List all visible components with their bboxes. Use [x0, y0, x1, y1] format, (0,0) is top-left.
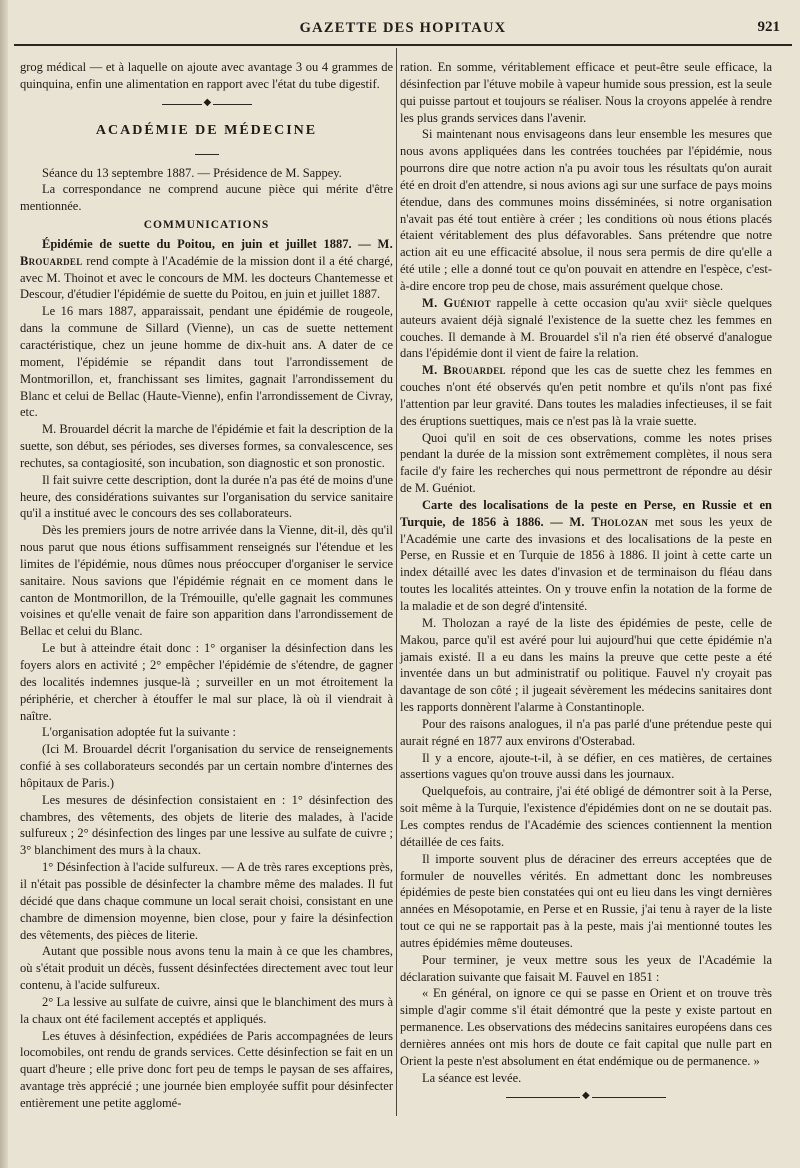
paragraph: M. Brouardel décrit la marche de l'épidémie et fait la description de la suette, son début, ses périodes, ses diverses formes, sa convalescence, ses rechutes, sa contagiosité, son incubation, son diagnostic et son pronostic.: [20, 422, 393, 470]
paragraph: 2° La lessive au sulfate de cuivre, ainsi que le blanchiment des murs à la chaux ont été facilement acceptés et appliqués.: [20, 994, 393, 1026]
speaker-brouardel: M. Brouardel: [422, 363, 506, 378]
paragraph: Le but à atteindre était donc : 1° organiser la désinfection dans les foyers alors en activité ; 2° empêcher l'épidémie de s'étendre, de gagner des localités indemnes jusque-là ; surveiller en un mot étroitement la périphérie, et chercher à étouffer le mal sur place, là où il viendrait à naître.: [20, 641, 393, 723]
peste-paragraph: [400, 497, 772, 615]
peste-title: Carte des localisations de la peste en Perse, en Russie et en Turquie, de 1856 à 1886. —: [400, 497, 772, 529]
paragraph: Quelquefois, au contraire, j'ai été obligé de démontrer soit à la Perse, soit même à la Turquie, l'existence d'épidémies dont on ne se doutait pas. Les comptes rendus de l'Académie des sciences contiennent la mention détaillée de ces faits.: [400, 784, 772, 849]
communications-heading: COMMUNICATIONS: [143, 219, 270, 232]
closing-line: La séance est levée.: [422, 1070, 522, 1085]
section-ornament: [162, 101, 252, 107]
paragraph: Si maintenant nous envisageons dans leur ensemble les mesures que nous avons appliquées dans les contrées touchées par l'épidémie, nous pourrons dire que notre action n'a pu avoir tous les résultats qu'on aurait été en droit d'en attendre, si nous avions agi sur une surface de pays moins étendue, dans des communes moins disséminées, si notre organisation n'avait pas été tout entière à créer ; les conditions où nous étions placés étaient véritablement des plus défavorables. Sans prétendre que notre action ait eu une efficacité absolue, il nous sera permis de dire qu'elle a été utile ; elle a donné tout ce qu'on pouvait en attendre en l'espèce, c'est-à-dire encore trop peu de chose, mais assurément quelque chose.: [400, 127, 772, 293]
paragraph: Il fait suivre cette description, dont la durée n'a pas été de moins d'une heure, des considérations suivantes sur l'organisation du service sanitaire qu'il a institué avec le concours des ses collaborateurs.: [20, 472, 393, 521]
left-column: [20, 59, 393, 1112]
paragraph: Les étuves à désinfection, expédiées de Paris accompagnées de leurs locomobiles, ont rendu de grands services. Cette désinfection se fait en un quart d'heure ; elle prive donc fort peu de temps le paysan de ses affaires, avantage très apprécié ; une journée bien employée suffit pour désinfecter entièrement une petite agglomé-: [20, 1028, 393, 1110]
seance-line: Séance du 13 septembre 1887. — Présidence de M. Sappey.: [42, 165, 342, 180]
heading-rule: [195, 154, 219, 155]
speaker-tholozan: M. Tholozan: [569, 514, 649, 529]
paragraph: Il importe souvent plus de déraciner des erreurs acceptées que de formuler de nouvelles vérités. En admettant donc les nombreuses épidémies de peste bien constatées qui ont eu lieu dans les vingt dernières années en Mésopotamie, en Perse et en Russie, j'ai tenu à rayer de la liste tout ce qui ne se rapportait pas à la peste, mais j'ai mentionné toutes les autres épidémies même douteuses.: [400, 851, 772, 950]
paragraph: Pour des raisons analogues, il n'a pas parlé d'une prétendue peste qui aurait régné en 1877 aux environs d'Osterabad.: [400, 716, 772, 748]
paragraph: Quoi qu'il en soit de ces observations, comme les notes prises pendant la durée de la mission sont extrêmement complètes, il nous sera facile d'y faire les recherches qui nous permettront de répondre au désir de M. Guéniot.: [400, 430, 772, 496]
correspondance-paragraph: La correspondance ne comprend aucune pièce qui mérite d'être mentionnée.: [20, 182, 393, 214]
gueniot-paragraph: [400, 295, 772, 362]
paragraph: Les mesures de désinfection consistaient en : 1° désinfection des chambres, des vêtements, des objets de literie des malades, à l'acide sulfureux ; 2° désinfection des linges par une lessive au sulfate de cuivre ; 3° blanchiment des murs à la chaux.: [20, 792, 393, 858]
suette-title: Épidémie de suette du Poitou, en juin et juillet 1887. —: [42, 236, 371, 251]
page-number: 921: [757, 19, 780, 35]
journal-title: GAZETTE DES HOPITAUX: [299, 20, 507, 36]
peste-text: met sous les yeux de l'Académie une carte des invasions et des localisations de la peste en Perse, en Russie et en Turquie de 1856 à 1886. Il joint à cette carte un index détaillé avec les dates d'invasion et de terminaison du fléau dans toutes les localités atteintes. On y trouve enfin la notation de la forme de la maladie et de son degré d'intensité.: [400, 514, 773, 613]
brouardel-reply-text: répond que les cas de suette chez les femmes en couches n'ont été observés qu'en petit nombre et qu'ils n'ont pas fixé l'attention par leur gravité. Dans toutes les maladies infectieuses, il se fait des éruptions suettiques, mais ce n'est pas là la vraie suette.: [400, 363, 772, 428]
paragraph: ration. En somme, véritablement efficace et peut-être seule efficace, la désinfection par l'étuve mobile à vapeur humide sous pression, est la seule qui puisse partout et toujours se réaliser. Nous la croyons appelée à rendre les plus grands services dans l'avenir.: [400, 60, 772, 125]
paragraph: Dès les premiers jours de notre arrivée dans la Vienne, dit-il, dès qu'il nous parut que nous étions suffisamment renseignés sur l'étendue et les limites de l'épidémie, nous dûmes nous préoccuper d'organiser le service sanitaire. Nous savions que l'épidémie régnait en ce moment dans le canton de Montmorillon, de la Trémouille, qu'elle gagnait les communes voisines et qu'elle venait de faire son apparition dans l'arrondissement de Bellac et celui du Blanc.: [20, 523, 393, 639]
page-binding-edge: [0, 0, 8, 1168]
page-header: [14, 10, 792, 44]
end-ornament: [506, 1094, 666, 1100]
paragraph: 1° Désinfection à l'acide sulfureux. — A de très rares exceptions près, il n'était pas possible de désinfecter la chambre même des malades. Il fut décidé que dans chaque commune un local serait choisi, consistant en une chambre de dimension moyenne, bien close, pour y faire la désinfection des vêtements, des pièces de literie.: [20, 860, 393, 942]
academie-heading: ACADÉMIE DE MÉDECINE: [95, 122, 318, 138]
speaker-brouardel: M. Brouardel: [20, 236, 393, 268]
paragraph: Autant que possible nous avons tenu la main à ce que les chambres, où s'était produit un décès, fussent désinfectées directement avec tout leur contenu, à l'acide sulfureux.: [20, 944, 393, 993]
paragraph: M. Tholozan a rayé de la liste des épidémies de peste, celle de Makou, parce qu'il est avéré pour lui aujourd'hui que cette épidémie n'a jamais existé. Il a eu dans les mains la preuve que cette peste a été inventée dans un but administratif ou politique. Fauvel n'y croyait pas davantage de son côté ; il jugeait sévèrement les médecins sanitaires dont les rapports donnèrent l'alarme à Constantinople.: [400, 615, 772, 715]
paragraph: Le 16 mars 1887, apparaissait, pendant une épidémie de rougeole, dans la commune de Sillard (Vienne), un cas de suette nettement caractéristique, chez un jeune homme de dix-huit ans. A dater de ce moment, l'épidémie se répandit dans tout l'arrondissement de Montmorillon, et, franchissant ses limites, gagnait l'arrondissement du Blanc et celui de Bellac (Haute-Vienne), enfin l'arrondissement de Civray, etc.: [20, 304, 393, 420]
paragraph: Pour terminer, je veux mettre sous les yeux de l'Académie la déclaration suivante que faisait M. Fauvel en 1851 :: [400, 952, 772, 984]
right-column: [400, 59, 772, 1100]
column-divider: [396, 48, 397, 1116]
paragraph: L'organisation adoptée fut la suivante :: [42, 725, 236, 740]
header-rule: [14, 44, 792, 46]
suette-text: rend compte à l'Académie de la mission dont il a été chargé, avec M. Thoinot et avec le concours de MM. les docteurs Chantemesse et Descour, d'étudier l'épidémie de suette du Poitou, en juin et juillet 1887.: [20, 253, 394, 302]
suette-paragraph: [20, 236, 393, 303]
brouardel-reply-paragraph: [400, 362, 772, 429]
quote-paragraph: « En général, on ignore ce qui se passe en Orient et on trouve très simple d'agir comme s'il était démontré que la peste y existe partout en permanence. Les observations des médecins sanitaires européens dans ces dernières années ont mis hors de doute ce fait capital que nulle part en Orient la peste n'est absolument en état endémique ou de permanence. »: [400, 986, 772, 1068]
paragraph: Il y a encore, ajoute-t-il, à se défier, en ces matières, de certaines assertions vagues qu'on trouve aussi dans les journaux.: [400, 750, 772, 782]
intro-paragraph: grog médical — et à laquelle on ajoute avec avantage 3 ou 4 grammes de quinquina, enfin une alimentation en rapport avec l'état du tube digestif.: [20, 60, 393, 91]
paragraph: (Ici M. Brouardel décrit l'organisation du service de renseignements confié à ses collaborateurs secondés par un certain nombre d'internes des hôpitaux de Paris.): [20, 742, 393, 790]
gueniot-text: rappelle à cette occasion qu'au xviiᵉ siècle quelques auteurs avaient déjà signalé l'existence de la suette chez les femmes en couches. Il demande à M. Brouardel s'il n'a rien été observé d'analogue dans l'épidémie dont il vient de faire la relation.: [400, 295, 773, 361]
speaker-gueniot: M. Guéniot: [422, 295, 491, 310]
